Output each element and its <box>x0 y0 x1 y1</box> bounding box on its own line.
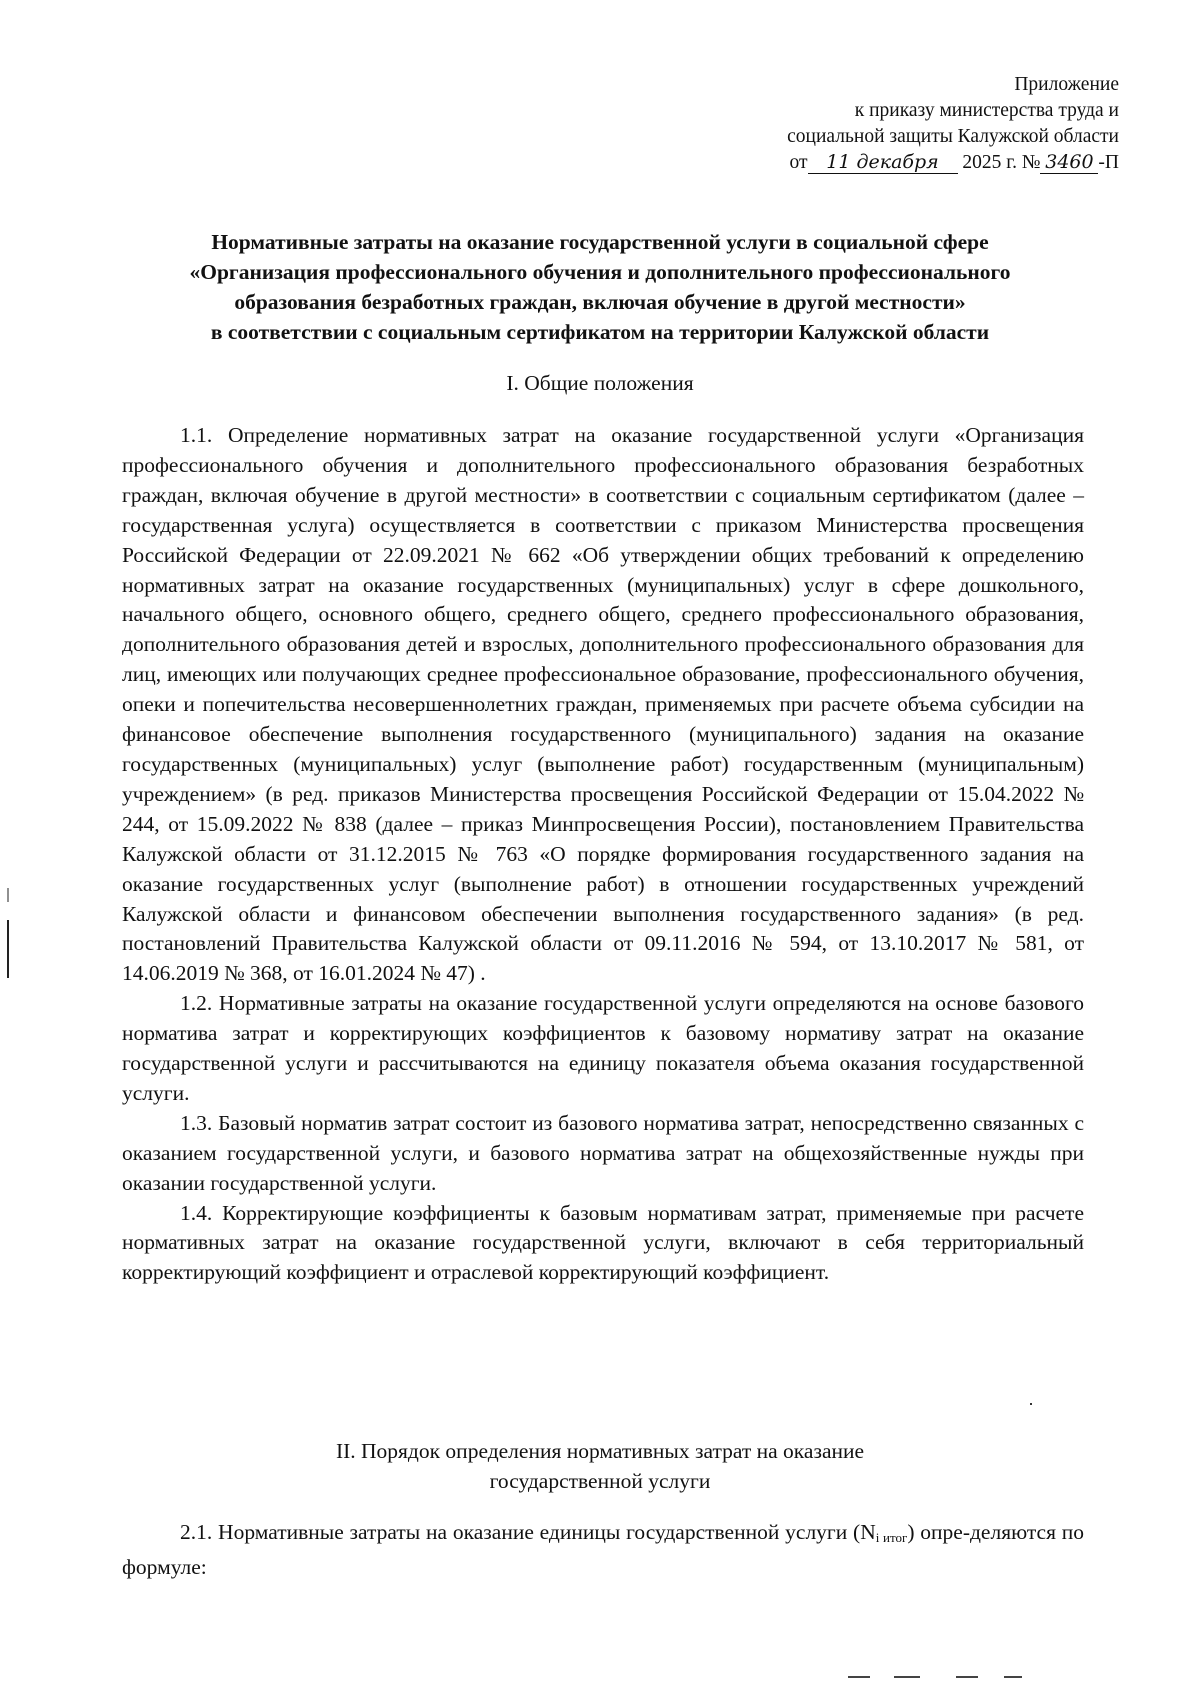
title-line-2: «Организация профессионального обучения и дополнительного профессионального <box>189 260 1011 284</box>
paragraph-1-3: 1.3. Базовый норматив затрат состоит из базового норматива затрат, непосредственно связанных с оказанием государственной услуги, и базового норматива затрат на общехозяйственные нужды при оказании государственной услуги. <box>122 1110 1084 1195</box>
section-2-heading-line-2: государственной услуги <box>489 1469 711 1493</box>
document-title <box>100 227 1100 347</box>
scan-artifact-dash <box>848 1676 870 1678</box>
paragraph-2-1-after: ) опре-деляются по формуле: <box>122 1520 1085 1579</box>
scan-artifact-dot <box>1030 1403 1032 1405</box>
paragraph-1-1: 1.1. Определение нормативных затрат на оказание государственной услуги «Организация профессионального обучения и дополнительного профессионального образования безработных граждан, включая обучение в другой местности» в соответствии с социальным сертификатом (далее – государственная услуга) осуществляется в соответствии с приказом Министерства просвещения Российской Федерации от 22.09.2021 № 662 «Об утверждении общих требований к определению нормативных затрат на оказание государственных (муниципальных) услуг в сфере дошкольного, начального общего, основного общего, среднего общего, среднего профессионального образования, дополнительного образования детей и взрослых, дополнительного профессионального образования для лиц, имеющих или получающих среднее профессиональное образование, профессионального обучения, опеки и попечительства несовершеннолетних граждан, применяемых при расчете объема субсидии на финансовое обеспечение выполнения государственного (муниципального) задания на оказание государственных (муниципальных) услуг (выполнение работ) государственным (муниципальным) учреждением» (в ред. приказов Министерства просвещения Российской Федерации от 15.04.2022 № 244, от 15.09.2022 № 838 (далее – приказ Минпросвещения России), постановлением Правительства Калужской области от 31.12.2015 № 763 «О порядке формирования государственного задания на оказание государственных услуг (выполнение работ) в отношении государственных учреждений Калужской области и финансовом обеспечении выполнения государственного задания» (в ред. постановлений Правительства Калужской области от 09.11.2016 № 594, от 13.10.2017 № 581, от 14.06.2019 № 368, от 16.01.2024 № 47) . <box>122 423 1084 986</box>
section-1-heading-text: I. Общие положения <box>506 371 694 395</box>
scan-artifact-mark <box>7 888 9 902</box>
section-2-body <box>122 1518 1084 1583</box>
appendix-date-line <box>599 150 1119 176</box>
paragraph-1-2: 1.2. Нормативные затраты на оказание государственной услуги определяются на основе базового норматива затрат и корректирующих коэффициентов к базовому нормативу затрат на оказание государственной услуги и рассчитываются на единицу показателя объема оказания государственной услуги. <box>122 991 1084 1105</box>
scan-artifact-dash <box>956 1676 978 1678</box>
scan-artifact-dash <box>1004 1676 1022 1678</box>
title-line-3: образования безработных граждан, включая обучение в другой местности» <box>234 290 966 314</box>
appendix-line-1: Приложение <box>1014 74 1119 95</box>
appendix-line-3: социальной защиты Калужской области <box>787 126 1119 147</box>
handwritten-date: 11 декабря <box>808 151 958 174</box>
paragraph-1-4: 1.4. Корректирующие коэффициенты к базовым нормативам затрат, применяемые при расчете нормативных затрат на оказание государственной услуги, включают в себя территориальный корректирующий коэффициент и отраслевой корректирующий коэффициент. <box>122 1200 1084 1285</box>
paragraph-2-1 <box>122 1518 1084 1583</box>
appendix-line-2: к приказу министерства труда и <box>854 100 1119 121</box>
order-suffix: -П <box>1098 152 1119 173</box>
section-1-body <box>122 421 1084 1288</box>
date-prefix: от <box>789 152 808 173</box>
order-year: 2025 г. № <box>962 152 1041 173</box>
appendix-header <box>599 72 1119 176</box>
handwritten-order-number: 3460 <box>1040 151 1098 174</box>
section-2-heading <box>100 1436 1100 1496</box>
scan-artifact-mark <box>7 920 9 978</box>
section-2-heading-line-1: II. Порядок определения нормативных затрат на оказание <box>335 1439 865 1463</box>
title-line-4: в соответствии с социальным сертификатом на территории Калужской области <box>210 320 990 344</box>
section-1-heading <box>100 368 1100 398</box>
scan-artifact-dash <box>894 1676 920 1678</box>
title-line-1: Нормативные затраты на оказание государственной услуги в социальной сфере <box>211 230 989 254</box>
paragraph-2-1-before: 2.1. Нормативные затраты на оказание единицы государственной услуги (N <box>180 1520 876 1544</box>
paragraph-2-1-subscript: i итог <box>875 1530 908 1545</box>
